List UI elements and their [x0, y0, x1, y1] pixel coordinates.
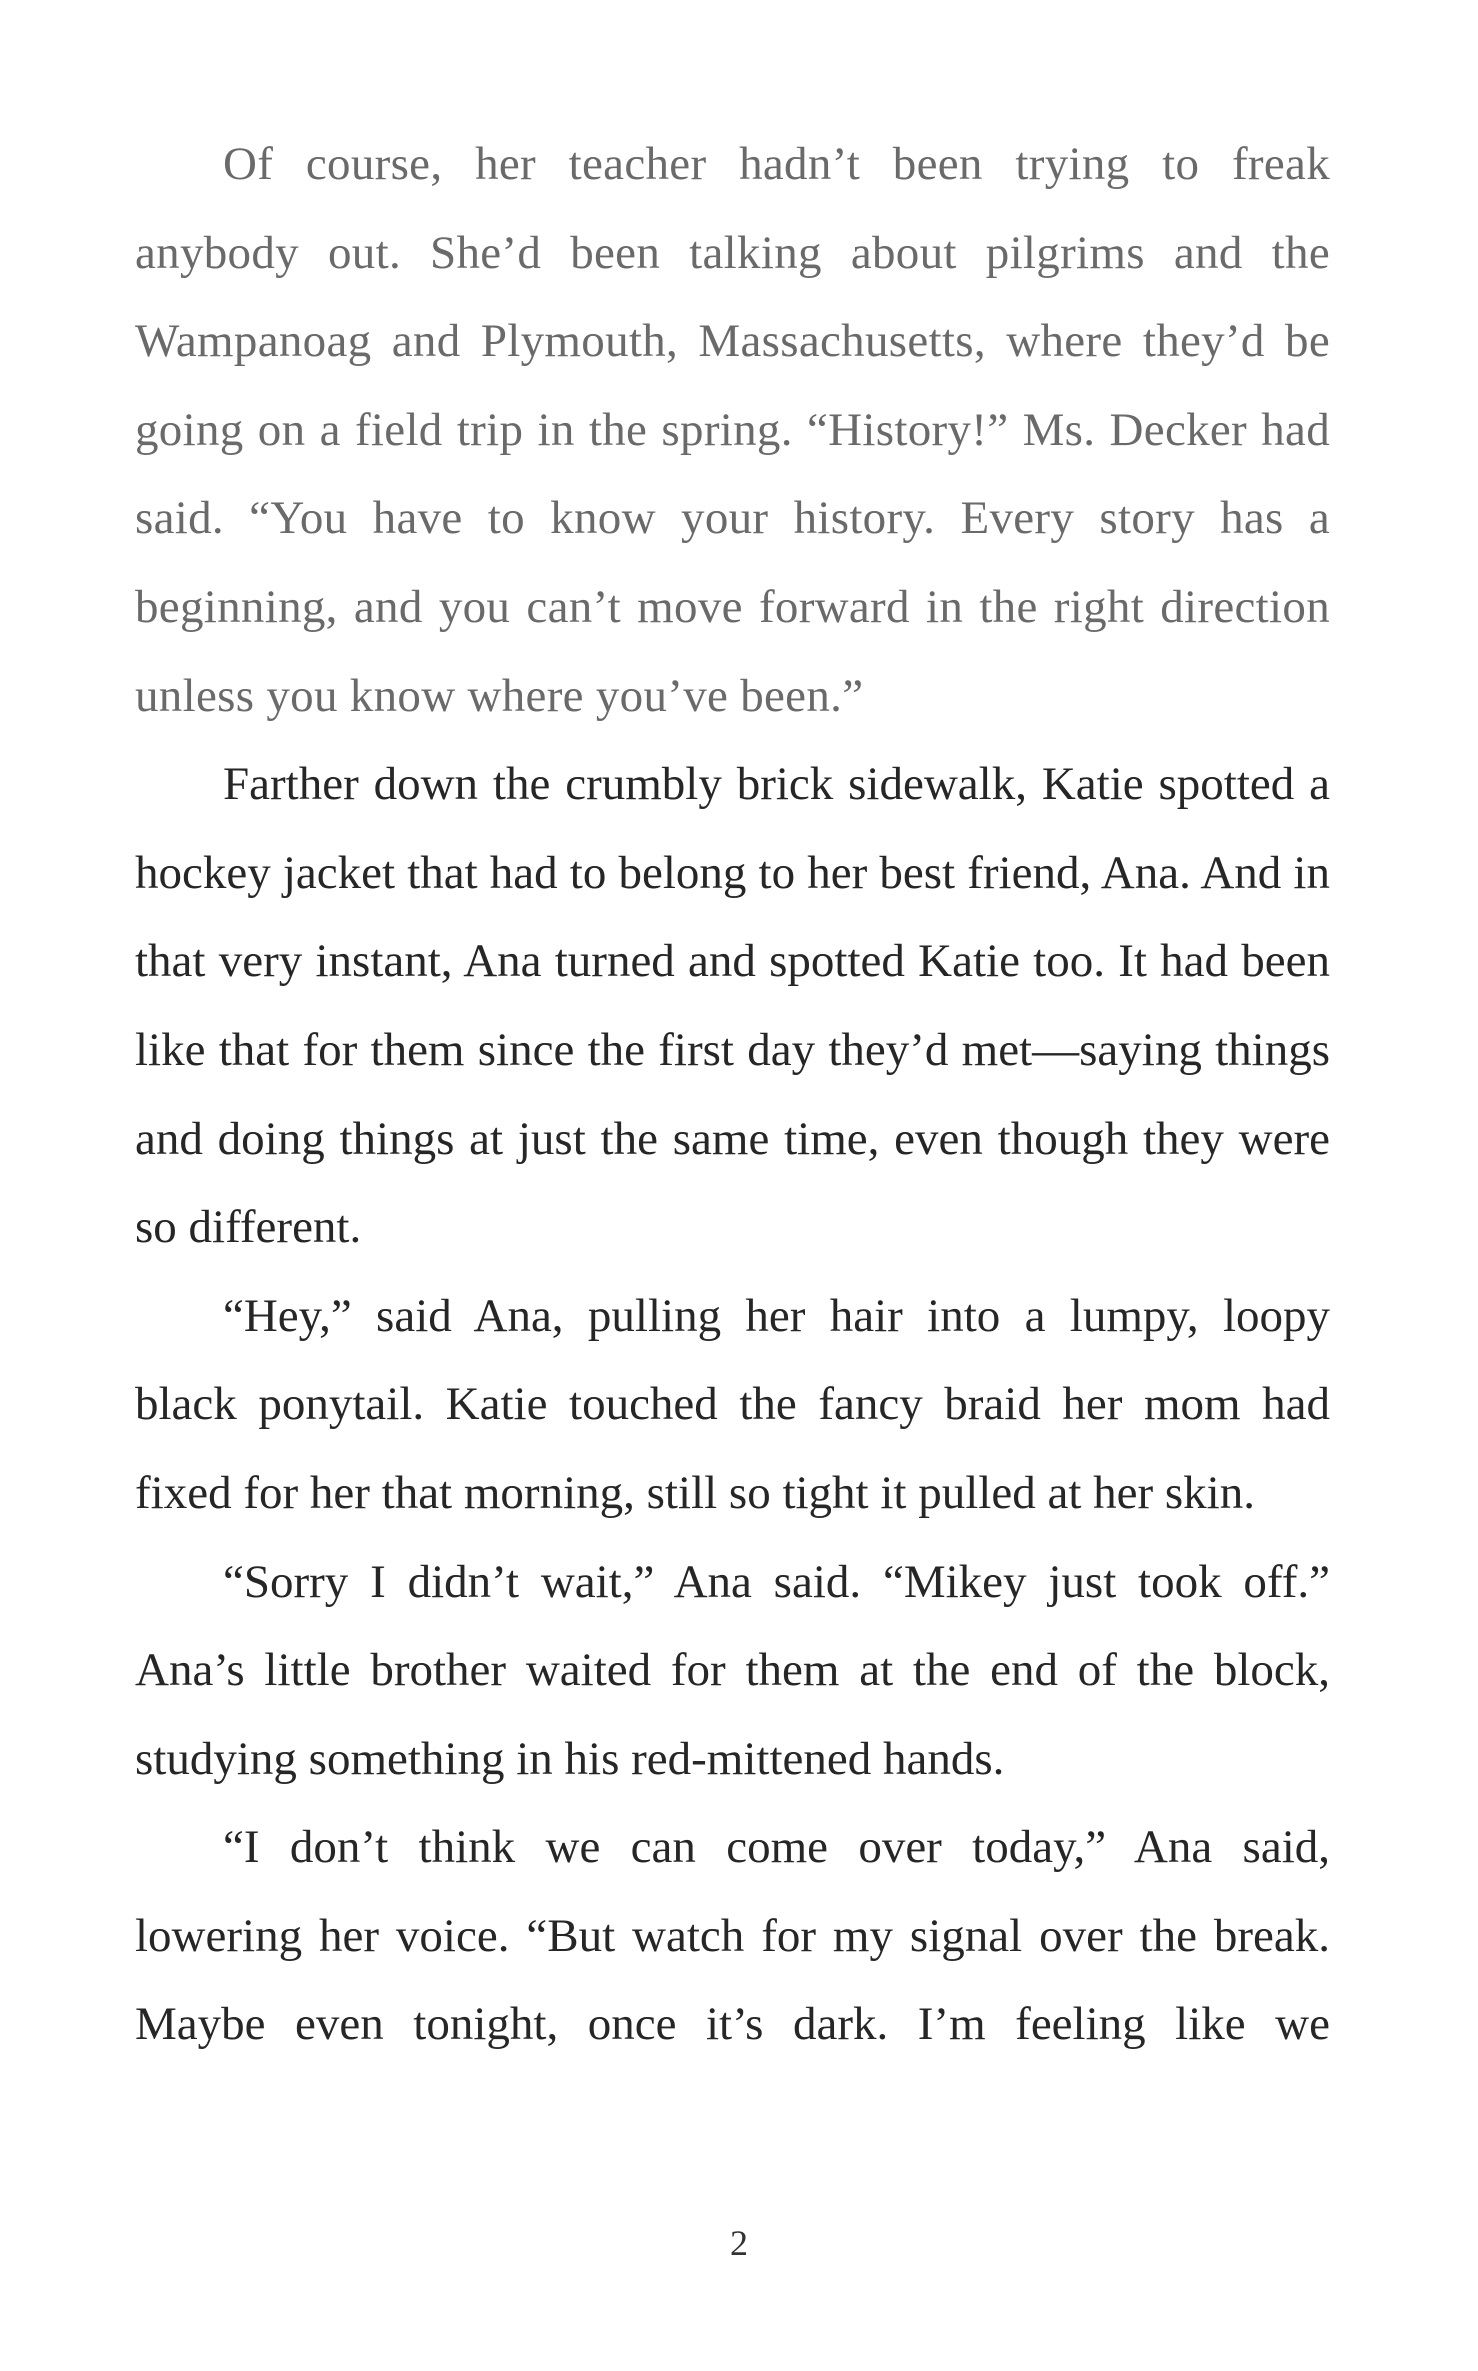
paragraph-signal: “I don’t think we can come over today,” Ana said, lowering her voice. “But watch for my signal over the break. Maybe even tonight, once it’s dark. I’m feeling like we	[135, 1821, 1330, 2051]
paragraph-sorry: “Sorry I didn’t wait,” Ana said. “Mikey just took off.” Ana’s little brother waited for them at the end of the block, studying something in his red-mittened hands.	[135, 1555, 1330, 1785]
paragraph-history: Of course, her teacher hadn’t been trying to freak anybody out. She’d been talking about pilgrims and the Wampanoag and Plymouth, Massachusetts, where they’d be going on a field trip in the spring. “History!” Ms. Decker had said. “You have to know your history. Every story has a beginning, and you can’t move forward in the right direction unless you know where you’ve been.”	[135, 138, 1330, 722]
body-text	[135, 120, 1330, 2069]
paragraph-hey: “Hey,” said Ana, pulling her hair into a lumpy, loopy black ponytail. Katie touched the fancy braid her mom had fixed for her that morning, still so tight it pulled at her skin.	[135, 1289, 1330, 1519]
paragraph-sidewalk: Farther down the crumbly brick sidewalk, Katie spotted a hockey jacket that had to belong to her best friend, Ana. And in that very instant, Ana turned and spotted Katie too. It had been like that for them since the first day they’d met—saying things and doing things at just the same time, even though they were so different.	[135, 758, 1330, 1254]
page-number: 2	[730, 2223, 748, 2263]
